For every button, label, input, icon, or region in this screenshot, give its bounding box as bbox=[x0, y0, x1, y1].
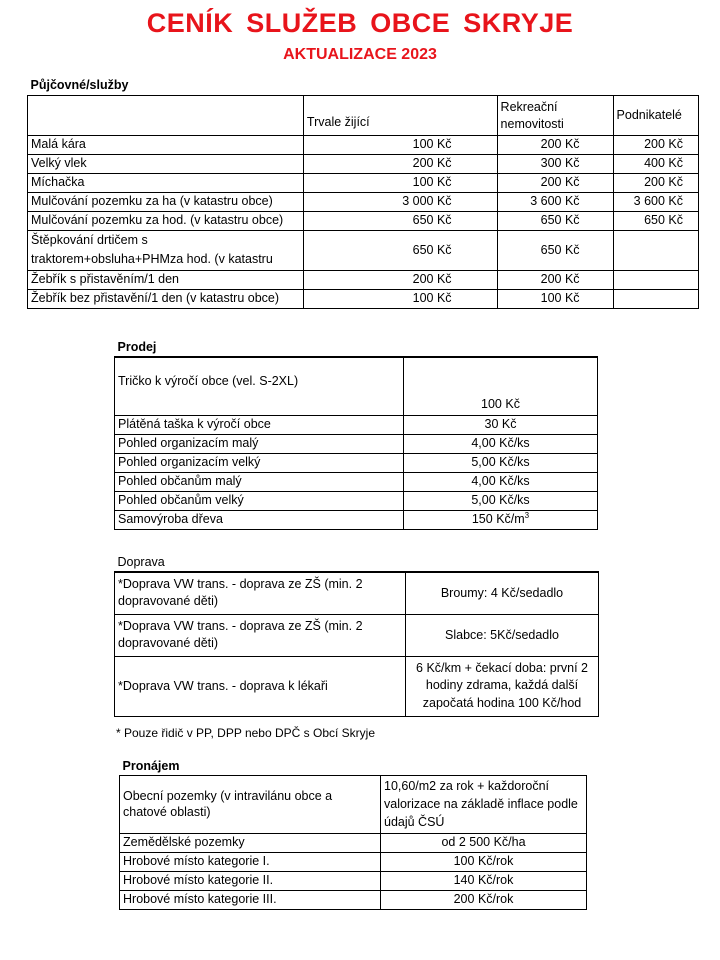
price-cell: 200 Kč bbox=[613, 173, 698, 192]
price-cell: 650 Kč bbox=[497, 230, 613, 270]
price-value: 150 Kč/m bbox=[471, 512, 525, 527]
item-label: Zemědělské pozemky bbox=[120, 833, 381, 852]
item-label: Žebřík bez přistavění/1 den (v katastru obce) bbox=[28, 289, 304, 308]
price-cell: 650 Kč bbox=[497, 211, 613, 230]
price-cell: 5,00 Kč/ks bbox=[404, 491, 598, 510]
table-row bbox=[120, 871, 587, 890]
table-row bbox=[115, 656, 599, 716]
table-row bbox=[115, 415, 598, 434]
item-label: Hrobové místo kategorie I. bbox=[120, 852, 381, 871]
price-cell bbox=[404, 510, 598, 529]
price-cell: Broumy: 4 Kč/sedadlo bbox=[406, 572, 599, 614]
price-cell: 200 Kč bbox=[303, 270, 497, 289]
item-label: Míchačka bbox=[28, 173, 304, 192]
price-cell: 30 Kč bbox=[404, 415, 598, 434]
price-cell bbox=[613, 270, 698, 289]
item-label: Štěpkování drtičem s traktorem+obsluha+PHMza hod. (v katastru bbox=[28, 230, 304, 270]
price-cell: 4,00 Kč/ks bbox=[404, 472, 598, 491]
table-row bbox=[28, 192, 699, 211]
price-cell bbox=[613, 230, 698, 270]
price-cell: 140 Kč/rok bbox=[381, 871, 587, 890]
page-subtitle: AKTUALIZACE 2023 bbox=[283, 46, 437, 63]
item-label: Samovýroba dřeva bbox=[115, 510, 404, 529]
item-label: Tričko k výročí obce (vel. S-2XL) bbox=[115, 357, 404, 415]
price-cell: 200 Kč bbox=[303, 154, 497, 173]
table-row bbox=[115, 472, 598, 491]
price-cell: od 2 500 Kč/ha bbox=[381, 833, 587, 852]
item-label: Mulčování pozemku za ha (v katastru obce) bbox=[28, 192, 304, 211]
price-cell: 3 000 Kč bbox=[303, 192, 497, 211]
item-label: Žebřík s přistavěním/1 den bbox=[28, 270, 304, 289]
item-label: Pohled organizacím malý bbox=[115, 434, 404, 453]
table-row bbox=[115, 453, 598, 472]
prodej-table bbox=[114, 338, 598, 530]
item-label: Obecní pozemky (v intravilánu obce a chatové oblasti) bbox=[120, 775, 381, 833]
table-row bbox=[120, 833, 587, 852]
price-cell: 200 Kč bbox=[497, 270, 613, 289]
table-row bbox=[28, 270, 699, 289]
price-cell: 200 Kč bbox=[497, 173, 613, 192]
item-label: Pohled občanům velký bbox=[115, 491, 404, 510]
price-cell: 5,00 Kč/ks bbox=[404, 453, 598, 472]
price-cell bbox=[613, 289, 698, 308]
table-row bbox=[115, 491, 598, 510]
price-cell: 200 Kč/rok bbox=[381, 890, 587, 909]
item-label: *Doprava VW trans. - doprava k lékaři bbox=[115, 656, 406, 716]
price-cell: 10,60/m2 za rok + každoroční valorizace na základě inflace podle údajů ČSÚ bbox=[381, 775, 587, 833]
page-title: CENÍK SLUŽEB OBCE SKRYJE bbox=[146, 8, 574, 38]
table-row bbox=[28, 154, 699, 173]
price-cell: 650 Kč bbox=[303, 211, 497, 230]
table-row bbox=[28, 173, 699, 192]
section-heading-pronajem: Pronájem bbox=[120, 758, 381, 775]
item-label: *Doprava VW trans. - doprava ze ZŠ (min. 2 dopravované děti) bbox=[115, 572, 406, 614]
price-cell: 200 Kč bbox=[497, 135, 613, 154]
price-cell: 200 Kč bbox=[613, 135, 698, 154]
price-cell: 3 600 Kč bbox=[497, 192, 613, 211]
item-label: Pohled organizacím velký bbox=[115, 453, 404, 472]
price-cell: 650 Kč bbox=[303, 230, 497, 270]
column-header: Podnikatelé bbox=[613, 95, 698, 135]
price-cell: 4,00 Kč/ks bbox=[404, 434, 598, 453]
price-cell: 400 Kč bbox=[613, 154, 698, 173]
price-cell: 100 Kč bbox=[303, 289, 497, 308]
doprava-table bbox=[114, 553, 599, 717]
footnote: * Pouze řidič v PP, DPP nebo DPČ s Obcí Skryje bbox=[116, 726, 376, 740]
item-label: Velký vlek bbox=[28, 154, 304, 173]
price-cell: Slabce: 5Kč/sedadlo bbox=[406, 614, 599, 656]
item-label: Plátěná taška k výročí obce bbox=[115, 415, 404, 434]
item-label: *Doprava VW trans. - doprava ze ZŠ (min. 2 dopravované děti) bbox=[115, 614, 406, 656]
price-cell: 100 Kč/rok bbox=[381, 852, 587, 871]
price-cell: 100 Kč bbox=[497, 289, 613, 308]
price-cell: 650 Kč bbox=[613, 211, 698, 230]
item-label: Mulčování pozemku za hod. (v katastru obce) bbox=[28, 211, 304, 230]
table-row bbox=[28, 230, 699, 270]
price-exponent: 3 bbox=[524, 510, 530, 520]
table-row bbox=[115, 510, 598, 529]
price-cell: 300 Kč bbox=[497, 154, 613, 173]
price-cell: 6 Kč/km + čekací doba: první 2 hodiny zdrama, každá další započatá hodina 100 Kč/hod bbox=[406, 656, 599, 716]
price-cell: 100 Kč bbox=[303, 173, 497, 192]
item-label: Hrobové místo kategorie II. bbox=[120, 871, 381, 890]
price-cell: 3 600 Kč bbox=[613, 192, 698, 211]
table-row bbox=[115, 614, 599, 656]
table-row bbox=[28, 135, 699, 154]
item-label: Malá kára bbox=[28, 135, 304, 154]
table-row bbox=[120, 775, 587, 833]
column-header: Trvale žijící bbox=[303, 95, 497, 135]
section-heading-pujcovne: Půjčovné/služby bbox=[28, 76, 304, 95]
section-heading-prodej: Prodej bbox=[115, 338, 404, 357]
pronajem-table bbox=[119, 758, 587, 910]
column-header: Rekreační nemovitosti bbox=[497, 95, 613, 135]
table-row bbox=[115, 434, 598, 453]
table-row bbox=[120, 890, 587, 909]
table-row bbox=[120, 852, 587, 871]
price-cell: 100 Kč bbox=[303, 135, 497, 154]
table-row bbox=[115, 572, 599, 614]
item-label: Pohled občanům malý bbox=[115, 472, 404, 491]
price-cell: 100 Kč bbox=[404, 357, 598, 415]
pujcovne-table bbox=[27, 76, 699, 309]
table-row bbox=[28, 289, 699, 308]
section-heading-doprava: Doprava bbox=[115, 553, 406, 572]
table-row bbox=[115, 357, 598, 415]
item-label: Hrobové místo kategorie III. bbox=[120, 890, 381, 909]
table-row bbox=[28, 211, 699, 230]
